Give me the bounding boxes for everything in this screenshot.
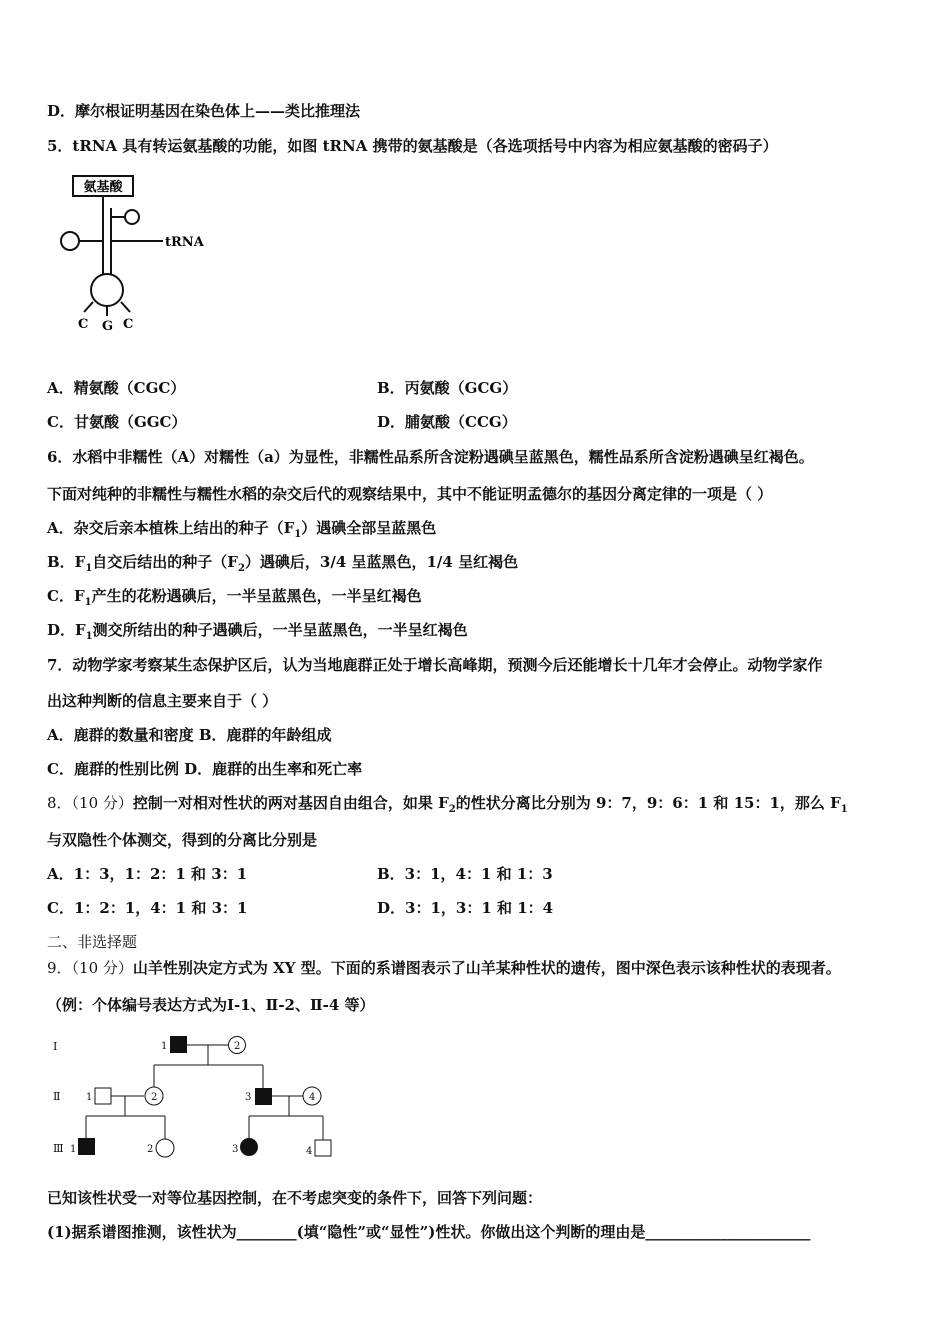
q4-option-d: D．摩尔根证明基因在染色体上——类比推理法	[47, 102, 361, 120]
q8-stem-line-2: 与双隐性个体测交，得到的分离比分别是	[47, 831, 318, 849]
anticodon-base-1: C	[78, 317, 89, 332]
pedigree-III-2-female	[156, 1139, 174, 1157]
q8-option-b: B．3：1，4：1 和 1：3	[377, 865, 553, 883]
amino-acid-box-label: 氨基酸	[83, 180, 123, 195]
q5-stem: 5．tRNA 具有转运氨基酸的功能，如图 tRNA 携带的氨基酸是（各选项括号中内容为相应氨基酸的密码子）	[47, 137, 778, 155]
pedigree-num-III-1: 1	[70, 1144, 77, 1155]
q7-options-cd: C．鹿群的性别比例 D．鹿群的出生率和死亡率	[47, 760, 363, 778]
q9-intro: 已知该性状受一对等位基因控制，在不考虑突变的条件下，回答下列问题：	[47, 1189, 543, 1207]
q6-option-c: C．$F_1$产生的花粉遇碘后，一半呈蓝黑色，一半呈红褐色	[47, 587, 422, 608]
generation-label-1: Ⅰ	[53, 1040, 58, 1053]
pedigree-II-3-affected-male	[255, 1088, 272, 1105]
pedigree-III-4-male	[315, 1140, 331, 1156]
q8-stem-line-1: 8．（10 分）控制一对相对性状的两对基因自由组合，如果 $F_2$的性状分离比分别为 9：7，9：6：1 和 15：1，那么 $F_1$	[47, 794, 848, 815]
pedigree-III-3-affected-female	[240, 1138, 258, 1156]
generation-label-3: Ⅲ	[53, 1142, 64, 1155]
q7-options-ab: A．鹿群的数量和密度 B．鹿群的年龄组成	[47, 726, 332, 744]
pedigree-I-1-affected-male	[170, 1036, 187, 1053]
pedigree-num-III-2: 2	[147, 1144, 154, 1155]
q9-stem-line-2: （例：个体编号表达方式为Ⅰ-1、Ⅱ-2、Ⅱ-4 等）	[47, 996, 375, 1014]
q8-option-a: A．1：3，1：2：1 和 3：1	[47, 865, 248, 883]
trna-figure	[55, 172, 215, 337]
anticodon-base-2: G	[102, 319, 114, 334]
q7-stem-line-1: 7．动物学家考察某生态保护区后，认为当地鹿群正处于增长高峰期，预测今后还能增长十几年才会停止。动物学家作	[47, 656, 823, 674]
pedigree-num-II-4: 4	[309, 1092, 316, 1103]
q6-stem-line-2: 下面对纯种的非糯性与糯性水稻的杂交后代的观察结果中，其中不能证明孟德尔的基因分离定律的一项是（ ）	[47, 485, 773, 503]
q5-option-d: D．脯氨酸（CCG）	[377, 413, 517, 431]
pedigree-num-II-2: 2	[151, 1092, 158, 1103]
q8-option-c: C．1：2：1，4：1 和 3：1	[47, 899, 248, 917]
q9-stem-line-1: 9．（10 分）山羊性别决定方式为 XY 型。下面的系谱图表示了山羊某种性状的遗传，图中深色表示该种性状的表现者。	[47, 959, 841, 977]
pedigree-num-I-2: 2	[234, 1041, 241, 1052]
pedigree-num-II-1: 1	[86, 1092, 93, 1103]
q8-option-d: D．3：1，3：1 和 1：4	[377, 899, 554, 917]
q6-option-b: B．$F_1$自交后结出的种子$(F_2)$遇碘后，3/4 呈蓝黑色，1/4 呈红褐色	[47, 553, 519, 574]
q6-stem-line-1: 6．水稻中非糯性（A）对糯性（a）为显性，非糯性品系所含淀粉遇碘呈蓝黑色，糯性品系所含淀粉遇碘呈红褐色。	[47, 448, 814, 466]
q6-option-d: D．$F_1$测交所结出的种子遇碘后，一半呈蓝黑色，一半呈红褐色	[47, 621, 468, 642]
pedigree-num-II-3: 3	[245, 1092, 252, 1103]
q5-option-a: A．精氨酸（CGC）	[47, 379, 186, 397]
q5-option-c: C．甘氨酸（GGC）	[47, 413, 187, 431]
generation-label-2: Ⅱ	[53, 1090, 61, 1103]
q5-option-b: B．丙氨酸（GCG）	[377, 379, 518, 397]
q9-subquestion-1: (1)据系谱图推测，该性状为________(填“隐性”或“显性”)性状。你做出这个判断的理由是______________________	[47, 1223, 811, 1241]
q7-stem-line-2: 出这种判断的信息主要来自于（ ）	[47, 692, 278, 710]
pedigree-num-III-4: 4	[306, 1146, 313, 1157]
pedigree-num-III-3: 3	[232, 1144, 239, 1155]
q6-option-a: A．杂交后亲本植株上结出的种子$(F_1)$遇碘全部呈蓝黑色	[47, 519, 437, 540]
pedigree-chart	[45, 1030, 345, 1170]
pedigree-III-1-affected-male	[78, 1138, 95, 1155]
section-title: 二、非选择题	[47, 933, 138, 951]
anticodon-base-3: C	[123, 317, 134, 332]
trna-label: tRNA	[165, 235, 204, 250]
pedigree-II-1-male	[95, 1088, 111, 1104]
pedigree-num-I-1: 1	[161, 1041, 168, 1052]
